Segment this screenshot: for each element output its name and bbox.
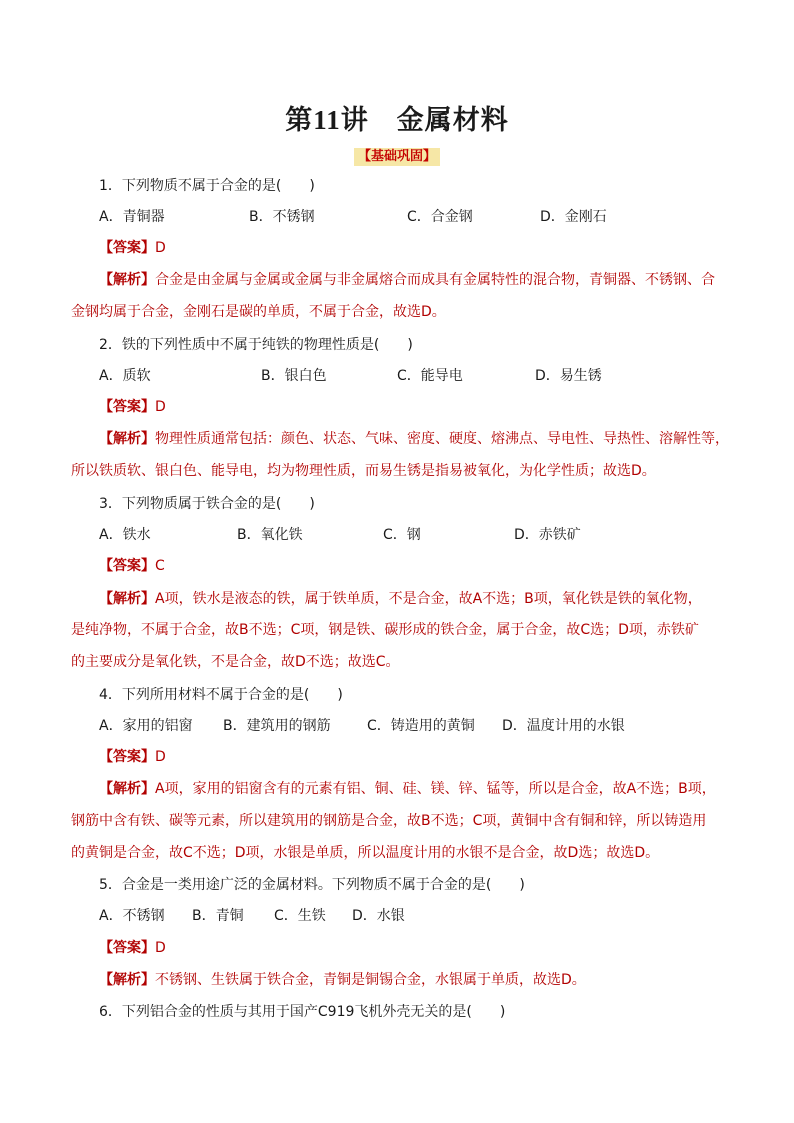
question-stem: 2．铁的下列性质中不属于纯铁的物理性质是( ) (99, 337, 413, 353)
analysis-text: A项，铁水是液态的铁，属于铁单质，不是合金，故A不选；B项，氧化铁是铁的氧化物， (155, 591, 702, 607)
question-stem: 6．下列铝合金的性质与其用于国产C919飞机外壳无关的是( ) (99, 1004, 506, 1020)
answer-label: 【答案】 (99, 940, 155, 956)
question-stem: 4．下列所用材料不属于合金的是( ) (99, 687, 343, 703)
analysis-continuation: 金钢均属于合金，金刚石是碳的单质，不属于合金，故选D。 (71, 304, 446, 320)
option-d: D．金刚石 (540, 209, 607, 225)
option-b: B．氧化铁 (237, 527, 303, 543)
answer-value: D (155, 240, 166, 256)
answer-value: D (155, 749, 166, 765)
option-c: C．钢 (383, 527, 421, 543)
analysis-line (99, 970, 586, 990)
option-c: C．铸造用的黄铜 (367, 718, 475, 734)
section-tag-wrapper (0, 145, 794, 166)
option-b: B．建筑用的钢筋 (223, 718, 331, 734)
option-d: D．易生锈 (535, 368, 602, 384)
section-tag: 【基础巩固】 (354, 148, 440, 166)
question-stem: 5．合金是一类用途广泛的金属材料。下列物质不属于合金的是( ) (99, 877, 525, 893)
analysis-label: 【解析】 (99, 431, 155, 447)
analysis-line (99, 270, 715, 290)
option-a: A．青铜器 (99, 209, 165, 225)
option-b: B．不锈钢 (249, 209, 315, 225)
title-prefix: 第 (285, 105, 314, 136)
analysis-label: 【解析】 (99, 972, 155, 988)
analysis-text: 合金是由金属与金属或金属与非金属熔合而成具有金属特性的混合物，青铜器、不锈钢、合 (155, 272, 715, 288)
analysis-label: 【解析】 (99, 781, 155, 797)
option-c: C．生铁 (274, 908, 326, 924)
option-a: A．不锈钢 (99, 908, 165, 924)
answer-line (99, 238, 166, 258)
analysis-continuation: 的黄铜是合金，故C不选；D项，水银是单质，所以温度计用的水银不是合金，故D选；故选D。 (71, 845, 660, 861)
analysis-text: 不锈钢、生铁属于铁合金，青铜是铜锡合金，水银属于单质，故选D。 (155, 972, 586, 988)
analysis-text: 物理性质通常包括：颜色、状态、气味、密度、硬度、熔沸点、导电性、导热性、溶解性等， (155, 431, 729, 447)
option-d: D．赤铁矿 (514, 527, 581, 543)
answer-line (99, 556, 165, 576)
analysis-line (99, 589, 702, 609)
analysis-line (99, 429, 729, 449)
option-a: A．铁水 (99, 527, 151, 543)
analysis-continuation: 的主要成分是氧化铁，不是合金，故D不选；故选C。 (71, 654, 400, 670)
analysis-continuation: 所以铁质软、银白色、能导电，均为物理性质，而易生锈是指易被氧化，为化学性质；故选D。 (71, 463, 656, 479)
question-stem: 1．下列物质不属于合金的是( ) (99, 178, 315, 194)
question-stem: 3．下列物质属于铁合金的是( ) (99, 496, 315, 512)
answer-line (99, 397, 166, 417)
option-c: C．能导电 (397, 368, 463, 384)
answer-value: C (155, 558, 165, 574)
analysis-label: 【解析】 (99, 272, 155, 288)
analysis-continuation: 是纯净物，不属于合金，故B不选；C项，钢是铁、碳形成的铁合金，属于合金，故C选；D项，赤铁矿 (71, 622, 699, 638)
analysis-continuation: 钢筋中含有铁、碳等元素，所以建筑用的钢筋是合金，故B不选；C项，黄铜中含有铜和锌，所以铸造用 (71, 813, 707, 829)
title-lesson-number: 11 (313, 105, 341, 135)
answer-label: 【答案】 (99, 240, 155, 256)
title-text: 讲 金属材料 (340, 105, 509, 136)
answer-label: 【答案】 (99, 558, 155, 574)
option-a: A．家用的铝窗 (99, 718, 193, 734)
option-b: B．青铜 (192, 908, 244, 924)
analysis-text: A项，家用的铝窗含有的元素有铝、铜、硅、镁、锌、锰等，所以是合金，故A不选；B项， (155, 781, 716, 797)
answer-line (99, 747, 166, 767)
option-d: D．水银 (352, 908, 405, 924)
answer-label: 【答案】 (99, 749, 155, 765)
analysis-line (99, 779, 716, 799)
answer-value: D (155, 399, 166, 415)
page-title (0, 98, 794, 137)
option-b: B．银白色 (261, 368, 327, 384)
answer-value: D (155, 940, 166, 956)
option-d: D．温度计用的水银 (502, 718, 625, 734)
option-c: C．合金钢 (407, 209, 473, 225)
answer-label: 【答案】 (99, 399, 155, 415)
option-a: A．质软 (99, 368, 151, 384)
analysis-label: 【解析】 (99, 591, 155, 607)
answer-line (99, 938, 166, 958)
